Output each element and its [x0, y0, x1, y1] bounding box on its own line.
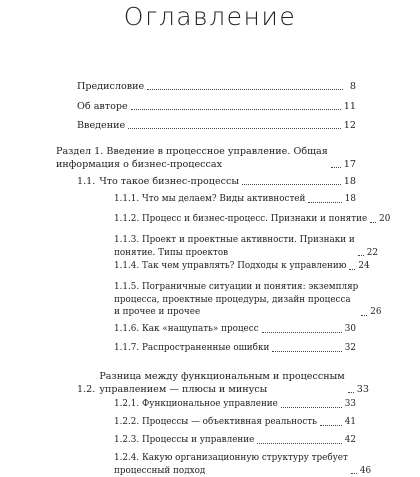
dot-leader: [272, 351, 341, 352]
toc-entry-title: [114, 416, 317, 429]
dot-leader: [351, 473, 357, 474]
toc-entry[interactable]: [77, 175, 356, 188]
toc-entry-title: [114, 342, 269, 355]
toc-entry-title: [114, 398, 278, 411]
toc-page-number: 8: [346, 80, 356, 93]
dot-leader: [349, 269, 355, 270]
toc-entry-title: [99, 370, 344, 396]
toc-entry-title: [114, 260, 346, 273]
toc-entry-title: [114, 213, 367, 226]
toc-entry-title-line: Разница между функциональным и процессным: [99, 370, 344, 383]
toc-entry[interactable]: [114, 342, 356, 355]
toc-entry-title-line: управлением — плюсы и минусы: [99, 383, 344, 396]
toc-entry-title-line: 1.2.4. Какую организационную структуру требует: [114, 452, 348, 465]
page-title: Оглавление: [0, 0, 420, 34]
toc-entry-title-line: процессный подход: [114, 465, 348, 477]
toc-entry[interactable]: [114, 234, 356, 259]
toc-page-number: 41: [345, 416, 356, 429]
toc-entry[interactable]: [114, 323, 356, 336]
toc-page-number: 22: [367, 247, 377, 260]
toc-entry-title: [56, 145, 328, 171]
toc-entry-title-line: Об авторе: [77, 100, 128, 113]
toc-entry-title: [77, 100, 128, 113]
toc-page-number: 42: [345, 434, 356, 447]
toc-entry-title-line: 1.1.5. Пограничные ситуации и понятия: экземпляр: [114, 281, 358, 294]
dot-leader: [281, 407, 342, 408]
toc-entry-title-line: и прочее и прочее: [114, 306, 358, 319]
dot-leader: [331, 167, 341, 168]
dot-leader: [147, 89, 343, 90]
toc-entry-title-line: 1.1.1. Что мы делаем? Виды активностей: [114, 193, 305, 206]
toc-entry-title-line: 1.1.7. Распространенные ошибки: [114, 342, 269, 355]
dot-leader: [131, 109, 341, 110]
toc-page-number: 11: [344, 100, 356, 113]
toc-entry-title-line: 1.2.1. Функциональное управление: [114, 398, 278, 411]
toc-entry[interactable]: [77, 80, 356, 93]
toc-entry[interactable]: [114, 416, 356, 429]
dot-leader: [242, 184, 341, 185]
toc-entry-title-line: процесса, проектные процедуры, дизайн процесса: [114, 294, 358, 307]
toc-page-number: 33: [345, 398, 356, 411]
toc-entry-title-line: Предисловие: [77, 80, 144, 93]
toc-page-number: 18: [345, 193, 356, 206]
toc-entry[interactable]: [114, 193, 356, 206]
toc-entry-title-line: 1.1.3. Проект и проектные активности. Признаки и: [114, 234, 355, 247]
toc-entry-title-line: 1.1.4. Так чем управлять? Подходы к управлению: [114, 260, 346, 273]
toc-entry-title-line: информация о бизнес-процессах: [56, 158, 328, 171]
toc-page-number: 32: [345, 342, 356, 355]
toc-page-number: 46: [360, 465, 370, 477]
dot-leader: [348, 392, 354, 393]
toc-entry[interactable]: [56, 145, 356, 171]
toc-entry-title: [77, 80, 144, 93]
toc-entry-title-line: Введение: [77, 119, 125, 132]
dot-leader: [320, 425, 342, 426]
toc-entry-title: [114, 434, 254, 447]
toc-entry[interactable]: [114, 434, 356, 447]
toc-page-number: 26: [370, 306, 380, 319]
dot-leader: [308, 202, 341, 203]
toc-entry-title-line: 1.1.6. Как «нащупать» процесс: [114, 323, 259, 336]
toc-entry-title-line: Что такое бизнес-процессы: [99, 175, 239, 188]
toc-entry-title: [114, 234, 355, 259]
toc-entry-title: [114, 193, 305, 206]
toc-entry[interactable]: [114, 260, 356, 273]
toc-entry[interactable]: [114, 452, 356, 477]
toc-entry-title: [99, 175, 239, 188]
toc-entry-title: [114, 452, 348, 477]
toc-page-number: 24: [358, 260, 368, 273]
toc-page-number: 30: [345, 323, 356, 336]
dot-leader: [128, 128, 341, 129]
dot-leader: [257, 443, 341, 444]
toc-entry[interactable]: [77, 119, 356, 132]
toc-entry-title-line: 1.2.2. Процессы — объективная реальность: [114, 416, 317, 429]
toc-entry[interactable]: [77, 370, 356, 396]
toc-entry[interactable]: [77, 100, 356, 113]
toc-page-number: 33: [357, 383, 367, 396]
toc-page-number: 20: [379, 213, 389, 226]
toc-page-number: 17: [344, 158, 356, 171]
toc-entry[interactable]: [114, 398, 356, 411]
toc-entry-title-line: понятие. Типы проектов: [114, 247, 355, 260]
toc-page-number: 12: [344, 119, 356, 132]
toc-entry-title-line: 1.2.3. Процессы и управление: [114, 434, 254, 447]
toc-entry-title-line: Раздел 1. Введение в процессное управление. Общая: [56, 145, 328, 158]
toc-entry-title-line: 1.1.2. Процесс и бизнес-процесс. Признаки и понятие: [114, 213, 367, 226]
toc-entry-title: [114, 323, 259, 336]
toc-entry-number: 1.1.: [77, 175, 95, 188]
toc-entry[interactable]: [114, 281, 356, 319]
dot-leader: [262, 332, 342, 333]
toc-entry-title: [114, 281, 358, 319]
dot-leader: [361, 315, 367, 316]
toc-page-number: 18: [344, 175, 356, 188]
toc-entry-title: [77, 119, 125, 132]
dot-leader: [370, 222, 376, 223]
dot-leader: [358, 255, 364, 256]
toc-entry[interactable]: [114, 213, 356, 226]
toc-entry-number: 1.2.: [77, 383, 95, 396]
